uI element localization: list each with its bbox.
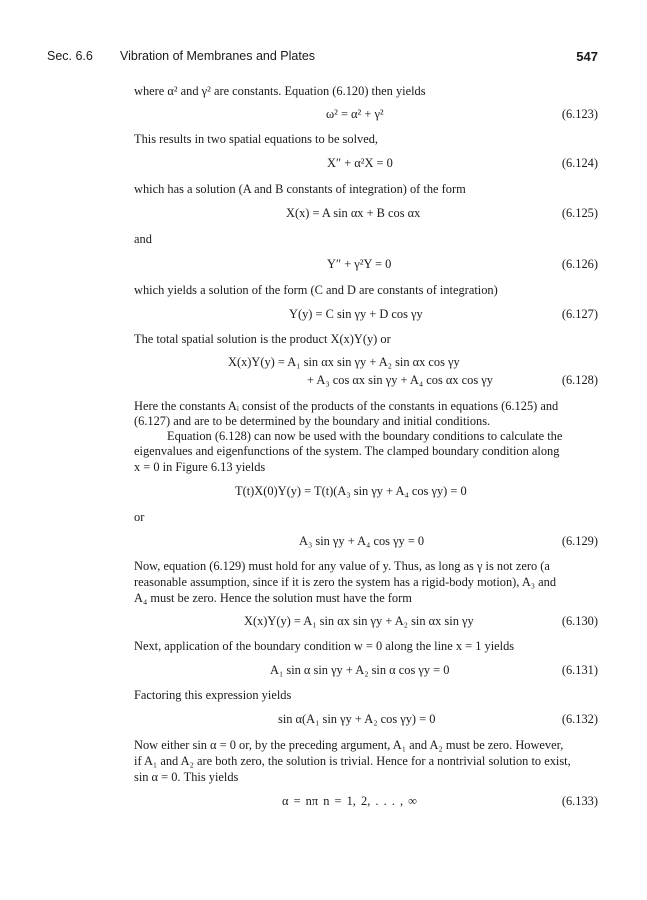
equation-number: (6.132): [561, 712, 598, 726]
equation-number: (6.133): [561, 794, 598, 808]
equation-number: (6.123): [561, 107, 598, 121]
equation-number: (6.124): [561, 156, 598, 170]
equation-number: (6.131): [561, 663, 598, 677]
section-label: Sec. 6.6: [47, 49, 93, 63]
text-line: or: [134, 510, 145, 524]
text-line: eigenvalues and eigenfunctions of the system. The clamped boundary condition along: [134, 444, 560, 458]
equation-number: (6.128): [561, 373, 598, 387]
text-line: where α² and γ² are constants. Equation (6.120) then yields: [134, 84, 426, 98]
equation-6-123: ω² = α² + γ²: [326, 107, 384, 121]
text-line: if A₁ and A₂ are both zero, the solution is trivial. Hence for a nontrivial solution to exist,: [134, 754, 571, 768]
text-line: sin α = 0. This yields: [134, 770, 239, 784]
equation-6-130: X(x)Y(y) = A₁ sin αx sin γy + A₂ sin αx sin γy: [244, 614, 474, 628]
chapter-title: Vibration of Membranes and Plates: [120, 49, 316, 63]
equation-6-127: Y(y) = C sin γy + D cos γy: [289, 307, 423, 321]
boundary-equation: T(t)X(0)Y(y) = T(t)(A₃ sin γy + A₄ cos γy) = 0: [235, 484, 467, 498]
running-header: [47, 49, 598, 67]
equation-number: (6.127): [561, 307, 598, 321]
equation-number: (6.126): [561, 257, 598, 271]
equation-6-124: X″ + α²X = 0: [327, 156, 393, 170]
text-line: Now either sin α = 0 or, by the preceding argument, A₁ and A₂ must be zero. However,: [134, 738, 564, 752]
equation-6-128-line2: + A₃ cos αx sin γy + A₄ cos αx cos γy: [307, 373, 493, 387]
text-line: which yields a solution of the form (C and D are constants of integration): [134, 283, 498, 297]
text-line: This results in two spatial equations to be solved,: [134, 132, 378, 146]
equation-6-128-line1: X(x)Y(y) = A₁ sin αx sin γy + A₂ sin αx cos γy: [228, 355, 460, 369]
text-line: Factoring this expression yields: [134, 688, 292, 702]
equation-6-126: Y″ + γ²Y = 0: [327, 257, 392, 271]
text-line: and: [134, 232, 152, 246]
text-line: which has a solution (A and B constants of integration) of the form: [134, 182, 466, 196]
text-line: Next, application of the boundary condition w = 0 along the line x = 1 yields: [134, 639, 515, 653]
text-line: x = 0 in Figure 6.13 yields: [134, 460, 266, 474]
equation-6-131: A₁ sin α sin γy + A₂ sin α cos γy = 0: [270, 663, 450, 677]
equation-number: (6.130): [561, 614, 598, 628]
text-line: (6.127) and are to be determined by the boundary and initial conditions.: [134, 414, 491, 428]
page-number: 547: [576, 49, 598, 64]
text-line: Here the constants Aᵢ consist of the products of the constants in equations (6.125) and: [134, 399, 559, 413]
text-line: Now, equation (6.129) must hold for any value of y. Thus, as long as γ is not zero (a: [134, 559, 550, 573]
equation-6-125: X(x) = A sin αx + B cos αx: [286, 206, 421, 220]
text-line: Equation (6.128) can now be used with the boundary conditions to calculate the: [167, 429, 563, 443]
equation-6-133: α = nπ n = 1, 2, . . . , ∞: [282, 794, 417, 808]
text-line: A₄ must be zero. Hence the solution must have the form: [134, 591, 412, 605]
equation-6-129: A₃ sin γy + A₄ cos γy = 0: [299, 534, 425, 548]
equation-number: (6.125): [561, 206, 598, 220]
equation-6-132: sin α(A₁ sin γy + A₂ cos γy) = 0: [278, 712, 436, 726]
text-line: The total spatial solution is the product X(x)Y(y) or: [134, 332, 391, 346]
text-line: reasonable assumption, since if it is zero the system has a rigid-body motion), A₃ and: [134, 575, 557, 589]
equation-number: (6.129): [561, 534, 598, 548]
